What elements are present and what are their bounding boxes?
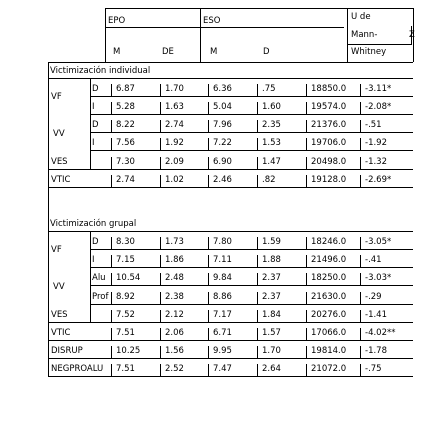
grid-line <box>208 120 209 132</box>
cell-c3: 7.17 <box>213 310 232 320</box>
cell-c4: 1.47 <box>262 157 281 167</box>
grid-line <box>90 114 413 115</box>
grid-line <box>111 292 112 304</box>
grid-line <box>257 255 258 267</box>
cell-c5: 19128.0 <box>311 175 347 185</box>
cell-c2: 2.38 <box>165 292 184 302</box>
grid-line <box>111 237 112 249</box>
grid-line <box>90 96 413 97</box>
grid-line <box>208 237 209 249</box>
grid-line <box>208 346 209 358</box>
cell-c5: 21496.0 <box>311 255 347 265</box>
grid-line <box>360 328 361 340</box>
cell-c2: 1.92 <box>165 138 184 148</box>
cell-c5: 19574.0 <box>311 102 347 112</box>
cell-c5: 21072.0 <box>311 364 347 374</box>
grid-line <box>160 138 161 150</box>
grid-line <box>208 364 209 376</box>
grid-line <box>306 138 307 150</box>
group-vv: VV <box>53 282 65 292</box>
cell-c5: 21630.0 <box>311 292 347 302</box>
cell-c4: 2.37 <box>262 292 281 302</box>
cell-c6: -2.69* <box>365 175 392 185</box>
grid-line <box>413 8 414 62</box>
cell-c3: 7.80 <box>213 237 232 247</box>
grid-line <box>111 346 112 358</box>
grid-line <box>208 102 209 114</box>
grid-line <box>360 157 361 169</box>
cell-c5: 19814.0 <box>311 346 347 356</box>
cell-c4: 1.57 <box>262 328 281 338</box>
grid-line <box>306 292 307 304</box>
cell-c1: 7.52 <box>116 310 135 320</box>
grid-line <box>411 26 412 44</box>
grid-line <box>257 346 258 358</box>
cell-c1: 7.56 <box>116 138 135 148</box>
grid-line <box>160 84 161 96</box>
cell-c5: 17066.0 <box>311 328 347 338</box>
grid-line <box>257 310 258 322</box>
grid-line <box>360 175 361 187</box>
grid-line <box>48 231 413 232</box>
grid-line <box>257 292 258 304</box>
cell-c1: 7.15 <box>116 255 135 265</box>
row-sublabel: Prof <box>92 292 109 302</box>
grid-line <box>360 237 361 249</box>
cell-c5: 18850.0 <box>311 84 347 94</box>
grid-line <box>306 310 307 322</box>
cell-c6: -.41 <box>365 255 382 265</box>
grid-line <box>257 273 258 285</box>
cell-c1: 10.25 <box>116 346 141 356</box>
grid-line <box>90 78 91 169</box>
grid-line <box>90 132 413 133</box>
cell-c1: 8.92 <box>116 292 135 302</box>
grid-line <box>306 237 307 249</box>
cell-c6: -3.11* <box>365 84 392 94</box>
cell-c5: 18246.0 <box>311 237 347 247</box>
grid-line <box>347 8 348 62</box>
grid-line <box>360 346 361 358</box>
cell-c2: 2.74 <box>165 120 184 130</box>
grid-line <box>90 231 91 322</box>
cell-c2: 2.48 <box>165 273 184 283</box>
cell-c1: 2.74 <box>116 175 135 185</box>
grid-line <box>306 255 307 267</box>
grid-line <box>208 273 209 285</box>
cell-c6: -3.03* <box>365 273 392 283</box>
grid-line <box>160 292 161 304</box>
cell-c6: -.29 <box>365 292 382 302</box>
cell-c1: 7.30 <box>116 157 135 167</box>
cell-c4: 1.88 <box>262 255 281 265</box>
cell-c2: 2.52 <box>165 364 184 374</box>
cell-c6: -1.32 <box>365 157 387 167</box>
cell-c6: -1.78 <box>365 346 387 356</box>
grid-line <box>360 273 361 285</box>
grid-line <box>257 364 258 376</box>
cell-c4: 2.35 <box>262 120 281 130</box>
cell-c5: 18250.0 <box>311 273 347 283</box>
grid-line <box>360 120 361 132</box>
grid-line <box>160 255 161 267</box>
section-individual: Victimización individual <box>50 66 151 76</box>
cell-c2: 2.09 <box>165 157 184 167</box>
grid-line <box>160 310 161 322</box>
cell-c2: 1.73 <box>165 237 184 247</box>
cell-c1: 7.51 <box>116 328 135 338</box>
row-sublabel: Alu <box>92 273 106 283</box>
grid-line <box>48 169 413 170</box>
cell-c4: .75 <box>262 84 276 94</box>
header-de-epo: DE <box>162 47 174 57</box>
cell-c3: 7.22 <box>213 138 232 148</box>
grid-line <box>90 150 413 151</box>
cell-c5: 20498.0 <box>311 157 347 167</box>
grid-line <box>111 175 112 187</box>
grid-line <box>105 8 413 9</box>
cell-c3: 7.47 <box>213 364 232 374</box>
cell-c3: 9.84 <box>213 273 232 283</box>
grid-line <box>48 78 413 79</box>
cell-c6: -4.02** <box>365 328 396 338</box>
grid-line <box>257 102 258 114</box>
cell-c1: 6.87 <box>116 84 135 94</box>
grid-line <box>347 44 412 45</box>
cell-c2: 2.06 <box>165 328 184 338</box>
cell-c5: 21376.0 <box>311 120 347 130</box>
grid-line <box>105 27 344 28</box>
row-sublabel: D <box>92 120 99 130</box>
header-mann-1: U de <box>351 12 371 22</box>
row-label: VTIC <box>51 328 71 338</box>
cell-c2: 2.12 <box>165 310 184 320</box>
cell-c2: 1.56 <box>165 346 184 356</box>
cell-c4: .82 <box>262 175 276 185</box>
cell-c3: 7.96 <box>213 120 232 130</box>
grid-line <box>111 157 112 169</box>
grid-line <box>306 328 307 340</box>
cell-c1: 8.22 <box>116 120 135 130</box>
row-label: VES <box>51 310 68 320</box>
grid-line <box>160 237 161 249</box>
section-grupal: Victimización grupal <box>50 219 137 229</box>
cell-c5: 20276.0 <box>311 310 347 320</box>
grid-line <box>257 84 258 96</box>
grid-line <box>360 310 361 322</box>
grid-line <box>111 364 112 376</box>
grid-line <box>160 364 161 376</box>
grid-line <box>111 328 112 340</box>
grid-line <box>160 175 161 187</box>
cell-c2: 1.02 <box>165 175 184 185</box>
grid-line <box>90 285 413 286</box>
cell-c3: 7.11 <box>213 255 232 265</box>
cell-c3: 2.46 <box>213 175 232 185</box>
grid-line <box>105 8 106 62</box>
grid-line <box>257 157 258 169</box>
cell-c6: -1.92 <box>365 138 387 148</box>
cell-c4: 2.64 <box>262 364 281 374</box>
grid-line <box>208 157 209 169</box>
grid-line <box>90 249 413 250</box>
grid-line <box>90 304 413 305</box>
header-epo: EPO <box>108 16 126 26</box>
header-m-eso: M <box>210 47 218 57</box>
header-m-epo: M <box>113 47 121 57</box>
grid-line <box>200 8 201 62</box>
row-sublabel: I <box>92 138 95 148</box>
cell-c3: 6.71 <box>213 328 232 338</box>
row-label: VES <box>51 157 68 167</box>
cell-c2: 1.86 <box>165 255 184 265</box>
cell-c4: 1.70 <box>262 346 281 356</box>
cell-c1: 7.51 <box>116 364 135 374</box>
grid-line <box>48 358 413 359</box>
cell-c1: 5.28 <box>116 102 135 112</box>
header-mann-3: Whitney <box>351 47 387 57</box>
group-vv: VV <box>53 129 65 139</box>
grid-line <box>257 138 258 150</box>
grid-line <box>48 62 413 63</box>
grid-line <box>90 267 413 268</box>
header-mann-2: Mann- <box>351 30 378 40</box>
row-sublabel: D <box>92 237 99 247</box>
group-vf: VF <box>51 245 62 255</box>
cell-c3: 8.86 <box>213 292 232 302</box>
cell-c6: -2.08* <box>365 102 392 112</box>
cell-c3: 9.95 <box>213 346 232 356</box>
grid-line <box>360 364 361 376</box>
cell-c3: 5.04 <box>213 102 232 112</box>
group-vf: VF <box>51 92 62 102</box>
grid-line <box>306 364 307 376</box>
grid-line <box>160 273 161 285</box>
row-sublabel: I <box>92 102 95 112</box>
grid-line <box>257 237 258 249</box>
grid-line <box>360 292 361 304</box>
grid-line <box>306 273 307 285</box>
grid-line <box>111 102 112 114</box>
row-sublabel: D <box>92 84 99 94</box>
grid-line <box>160 346 161 358</box>
grid-line <box>111 273 112 285</box>
grid-line <box>160 102 161 114</box>
grid-line <box>306 120 307 132</box>
header-eso: ESO <box>203 16 221 26</box>
grid-line <box>306 157 307 169</box>
grid-line <box>160 328 161 340</box>
row-sublabel: I <box>92 255 95 265</box>
cell-c4: 2.37 <box>262 273 281 283</box>
cell-c4: 1.84 <box>262 310 281 320</box>
cell-c4: 1.53 <box>262 138 281 148</box>
header-d-eso: D <box>263 47 270 57</box>
grid-line <box>306 84 307 96</box>
grid-line <box>111 310 112 322</box>
cell-c1: 10.54 <box>116 273 141 283</box>
cell-c1: 8.30 <box>116 237 135 247</box>
grid-line <box>111 120 112 132</box>
cell-c3: 6.90 <box>213 157 232 167</box>
grid-line <box>208 84 209 96</box>
grid-line <box>208 292 209 304</box>
grid-line <box>48 62 49 377</box>
grid-line <box>306 102 307 114</box>
cell-c6: -.75 <box>365 364 382 374</box>
grid-line <box>257 175 258 187</box>
grid-line <box>111 84 112 96</box>
grid-line <box>257 328 258 340</box>
grid-line <box>208 138 209 150</box>
grid-line <box>360 255 361 267</box>
grid-line <box>48 187 413 188</box>
grid-line <box>111 138 112 150</box>
grid-line <box>160 157 161 169</box>
grid-line <box>48 340 413 341</box>
grid-line <box>306 346 307 358</box>
cell-c4: 1.59 <box>262 237 281 247</box>
grid-line <box>208 175 209 187</box>
header-z: Z <box>409 30 415 40</box>
cell-c2: 1.70 <box>165 84 184 94</box>
cell-c2: 1.63 <box>165 102 184 112</box>
grid-line <box>360 102 361 114</box>
grid-line <box>257 120 258 132</box>
grid-line <box>111 255 112 267</box>
cell-c6: -1.41 <box>365 310 387 320</box>
row-label: VTIC <box>51 175 71 185</box>
grid-line <box>48 322 413 323</box>
grid-line <box>160 120 161 132</box>
cell-c3: 6.36 <box>213 84 232 94</box>
cell-c5: 19706.0 <box>311 138 347 148</box>
grid-line <box>48 376 413 377</box>
grid-line <box>208 255 209 267</box>
grid-line <box>306 175 307 187</box>
cell-c6: -3.05* <box>365 237 392 247</box>
row-label: NEGPROALU <box>51 364 104 374</box>
grid-line <box>208 328 209 340</box>
row-label: DISRUP <box>51 346 83 356</box>
grid-line <box>360 84 361 96</box>
cell-c4: 1.60 <box>262 102 281 112</box>
grid-line <box>208 310 209 322</box>
cell-c6: -.51 <box>365 120 382 130</box>
grid-line <box>360 138 361 150</box>
